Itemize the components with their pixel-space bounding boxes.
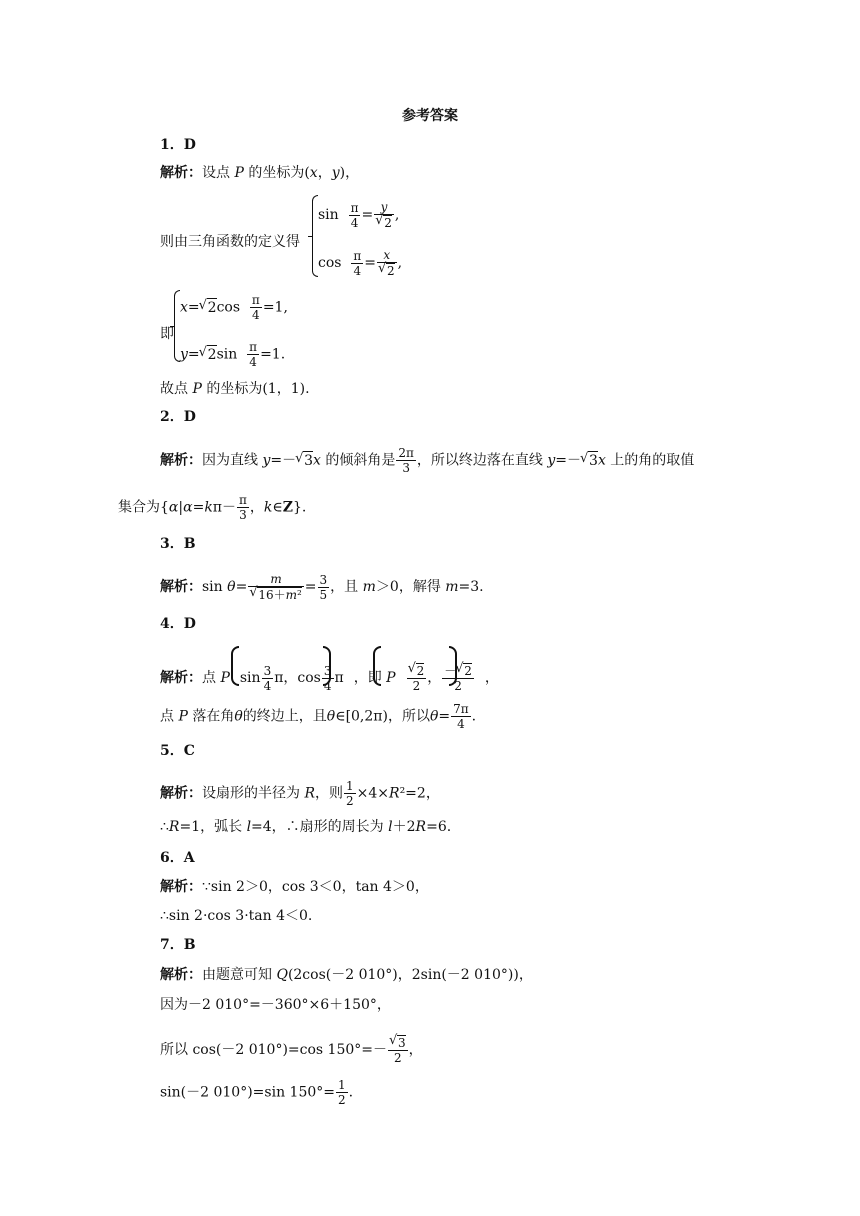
q4-line-2: 点 P 落在角θ的终边上，且θ∈[0,2π)，所以θ= $\frac{7\pi}{4}$ . [160, 702, 477, 731]
q4-right-paren-2 [449, 646, 457, 686]
q1-line-2: 则由三角函数的定义得 [160, 234, 300, 250]
q1-system-row-2: cos $\frac{\pi}{4}$ = x √ 2 , [318, 248, 402, 278]
q4-answer: 4．D [160, 616, 196, 632]
q6-line-1: 解析：∵sin 2＞0，cos 3＜0，tan 4＞0， [160, 879, 429, 895]
q5-line-1: 解析：设扇形的半径为 R，则 $\frac{1}{2}$ ×4×R²=2， [160, 779, 440, 808]
q7-answer: 7．B [160, 937, 196, 953]
q7-line-2: 因为－2 010°=－360°×6＋150°， [160, 997, 391, 1013]
q1-line-3: 即 [160, 326, 174, 342]
q2-answer: 2．D [160, 409, 196, 425]
q4-left-paren-1 [231, 646, 239, 686]
q3-line-1: 解析：sin θ= m √ 16＋m² = $\frac{3}{5}$ ，且 m＞0，解得 m=3. [160, 572, 484, 602]
q1-line-4: 故点 P 的坐标为(1，1). [160, 381, 310, 397]
q1-answer: 1．D [160, 137, 196, 153]
q7-line-3: 所以 cos(－2 010°)=cos 150°=－ √ $\frac{3}{2}$ ， [160, 1035, 423, 1065]
q1-result-row-2: y=√ 2sin $\frac{\pi}{4}$ =1. [180, 340, 285, 369]
q6-answer: 6．A [160, 850, 195, 866]
q4-left-paren-2 [373, 646, 381, 686]
q5-line-2: ∴R=1，弧长 l=4，∴扇形的周长为 l＋2R=6. [160, 819, 452, 835]
q1-line-1: 解析：设点 P 的坐标为(x，y)， [160, 165, 360, 181]
q1-system-row-1: sin $\frac{\pi}{4}$ = y √ 2 , [318, 200, 399, 230]
q4-right-paren-1 [323, 646, 331, 686]
q7-line-1: 解析：由题意可知 Q(2cos(－2 010°)，2sin(－2 010°))， [160, 967, 533, 983]
q1-result-row-1: x=√ 2cos $\frac{\pi}{4}$ =1, [180, 293, 288, 322]
page-title: 参考答案 [402, 108, 458, 124]
q4-line-1: 解析：点 P sin $\frac{3}{4}$ π，cos $\frac{3}{4}$ π ，即 P √ $\frac{2}{2}$ ， $\frac{-√ 2}{2}$ ， [160, 663, 499, 693]
q2-line-2: 集合为{α|α=kπ－ $\frac{\pi}{3}$ ，k∈Z}. [118, 493, 307, 522]
q7-line-4: sin(－2 010°)=sin 150°= $\frac{1}{2}$ . [160, 1078, 354, 1107]
q2-line-1: 解析：因为直线 y=－√ 3x 的倾斜角是 $\frac{2\pi}{3}$ ，所以终边落在直线 y=－√ 3x 上的角的取值 [160, 446, 694, 475]
q3-answer: 3．B [160, 536, 196, 552]
q6-line-2: ∴sin 2·cos 3·tan 4＜0. [160, 908, 313, 924]
q5-answer: 5．C [160, 743, 195, 759]
